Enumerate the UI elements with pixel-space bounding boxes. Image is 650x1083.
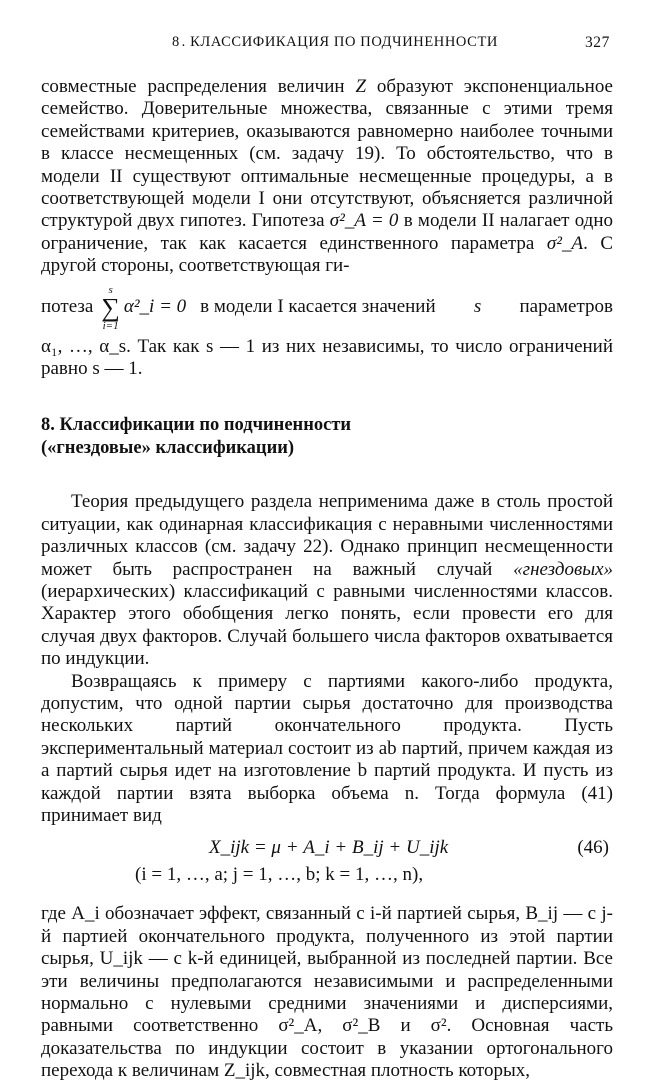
section-title: 8 . КЛАССИФИКАЦИЯ ПО ПОДЧИНЕННОСТИ <box>172 34 498 50</box>
spacer <box>41 459 613 491</box>
equation-ranges: (i = 1, …, a; j = 1, …, b; k = 1, …, n), <box>135 864 424 886</box>
math-var: s <box>473 296 482 318</box>
text-span: (иерархических) классификаций с равными численностями классов. Характер этого обобщения легко понять, если провести его для случая двух факторов. Случай большего числа факторов охватывается по индукции. <box>41 580 613 670</box>
text-span: совместные распределения величин <box>41 76 356 97</box>
paragraph-2 <box>41 491 613 670</box>
math-sigma-a: σ²_A <box>546 232 584 254</box>
heading-line-1: 8. Классификации по подчиненности <box>41 415 352 436</box>
text-span: в модели I касается значений <box>200 296 436 318</box>
text-span: параметров <box>519 296 613 318</box>
heading-line-2: («гнездовые» классификации) <box>41 437 295 458</box>
italic-term: «гнездовых» <box>513 558 613 580</box>
summation-symbol <box>101 284 120 332</box>
equation-number: (46) <box>577 837 609 859</box>
summation-line <box>41 284 613 332</box>
paragraph-1-end: α₁, …, α_s. Так как s — 1 из них независимы, то число ограничений равно s — 1. <box>41 335 613 380</box>
math-sigma-a-eq: σ²_A = 0 <box>329 210 399 232</box>
text-span: в модели II налагает одно ограничение, так как касается единственного параметра <box>41 210 613 254</box>
sum-upper-limit: s <box>108 283 113 296</box>
summation-rest <box>200 296 613 318</box>
equation-46 <box>41 837 613 891</box>
text-span: . С другой стороны, соответствующая ги- <box>41 232 613 277</box>
running-head <box>0 34 650 56</box>
text-span: потеза <box>41 296 94 318</box>
page-body <box>41 76 613 1083</box>
text-span: Теория предыдущего раздела неприменима даже в столь простой ситуации, как одинарная классификация с неравными численностями различных классов (см. задачу 22). Однако принцип несмещенности может быть распространен на важный случай <box>41 491 613 580</box>
text-span: образуют экспоненциальное семейство. Доверительные множества, связанные с этими тремя семействами критериев, оказываются равномерно наиболее точными в классе несмещенных (см. задачу 19). То обстоятельство, что в модели II существуют оптимальные несмещенные процедуры, а в соответствующей модели I они отсутствуют, объясняется различной структурой двух гипотез. Гипотеза <box>41 76 613 232</box>
sum-lower-limit: i=1 <box>102 319 119 332</box>
paragraph-3: Возвращаясь к примеру с партиями какого-либо продукта, допустим, что одной партии сырья достаточно для производства нескольких партий окончательного продукта. Пусть экспериментальный материал состоит из ab партий, причем каждая из a партий сырья идет на изготовление b партий продукта. И пусть из каждой партии взята выборка объема n. Тогда формула (41) принимает вид <box>41 670 613 826</box>
paragraph-1 <box>41 76 613 278</box>
math-var: Z <box>355 76 367 97</box>
equation-main: X_ijk = μ + A_i + B_ij + U_ijk <box>209 837 449 859</box>
paragraph-4: где A_i обозначает эффект, связанный с i-й партией сырья, B_ij — с j-й партией окончательного продукта, полученного из этой партии сырья, U_ijk — с k-й единицей, выбранной из последней партии. Все эти величины предполагаются независимыми и распределенными нормально с нулевыми средними значениями и дисперсиями, равными соответственно σ²_A, σ²_B и σ². Основная часть доказательства по индукции состоит в указании ортогонального перехода к величинам Z_ijk, совместная плотность которых, <box>41 903 613 1082</box>
section-heading <box>41 414 613 459</box>
sum-expression: α²_i = 0 <box>123 296 187 318</box>
sigma-glyph: ∑ <box>101 292 120 322</box>
page-number: 327 <box>584 34 610 51</box>
